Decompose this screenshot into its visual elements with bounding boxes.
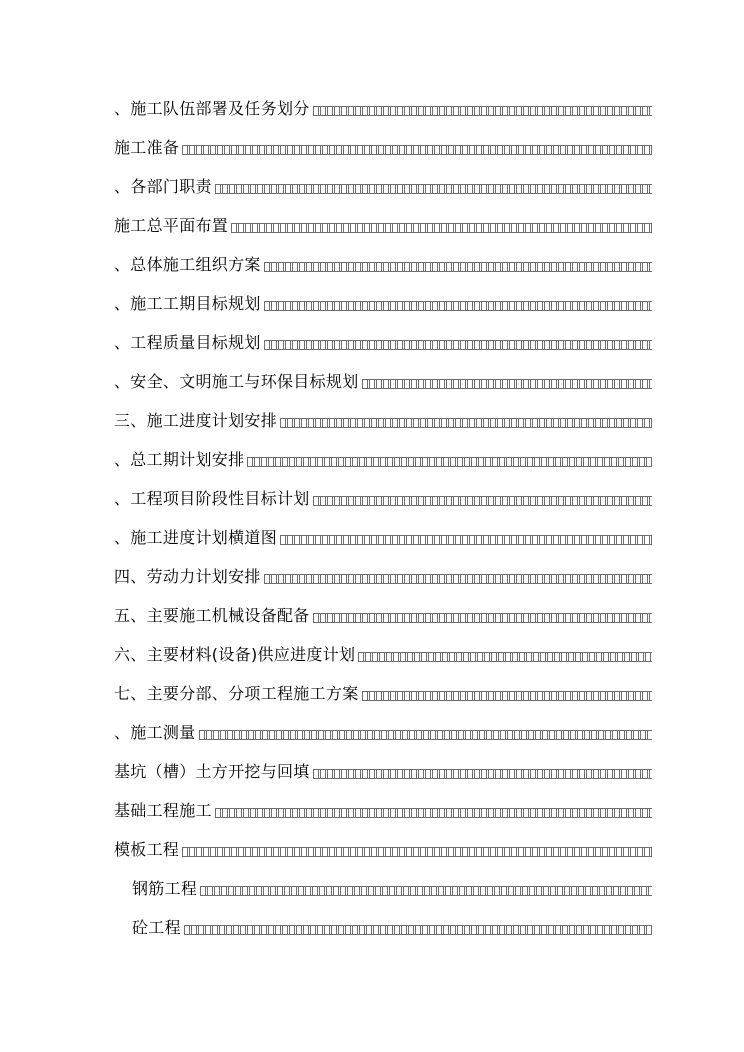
toc-entry-title: 、工程质量目标规划 <box>114 333 261 352</box>
toc-entry-title: 七、主要分部、分项工程施工方案 <box>114 684 359 703</box>
toc-entry-line <box>132 875 652 903</box>
toc-entry-title: 基础工程施工 <box>114 801 212 820</box>
toc-entry-line <box>114 641 652 669</box>
toc-entry <box>0 290 744 329</box>
toc-entry-line <box>114 524 652 552</box>
dot-leader <box>313 613 652 623</box>
toc-entry-line <box>114 368 652 396</box>
toc-entry-title: 三、施工进度计划安排 <box>114 411 278 430</box>
dot-leader <box>264 574 652 584</box>
toc-entry <box>0 680 744 719</box>
dot-leader <box>362 379 652 389</box>
dot-leader <box>280 418 652 428</box>
toc-entry <box>0 875 744 914</box>
toc-entry <box>0 758 744 797</box>
toc-entry <box>0 641 744 680</box>
toc-entry-title: 钢筋工程 <box>132 879 198 898</box>
dot-leader <box>264 301 652 311</box>
toc-entry-line <box>114 836 652 864</box>
toc-entry <box>0 563 744 602</box>
dot-leader <box>313 769 652 779</box>
dot-leader <box>247 457 652 467</box>
toc-entry-title: 、施工测量 <box>114 723 196 742</box>
toc-entry-line <box>114 758 652 786</box>
toc-entry-line <box>132 914 652 942</box>
dot-leader <box>362 691 652 701</box>
toc-entry-line <box>114 251 652 279</box>
dot-leader <box>313 496 652 506</box>
toc-entry-title: 、各部门职责 <box>114 177 212 196</box>
toc-entry-title: 、总工期计划安排 <box>114 450 245 469</box>
toc-entry-line <box>114 134 652 162</box>
toc-entry <box>0 524 744 563</box>
toc-entry-line <box>114 680 652 708</box>
dot-leader <box>200 886 652 896</box>
toc-entry <box>0 914 744 953</box>
table-of-contents <box>0 95 744 953</box>
toc-entry-line <box>114 485 652 513</box>
toc-entry <box>0 329 744 368</box>
toc-entry-title: 基坑（槽）土方开挖与回填 <box>114 762 310 781</box>
toc-entry-line <box>114 563 652 591</box>
toc-entry-line <box>114 329 652 357</box>
dot-leader <box>264 340 652 350</box>
toc-entry <box>0 212 744 251</box>
toc-entry <box>0 407 744 446</box>
dot-leader <box>264 262 652 272</box>
toc-entry-title: 、工程项目阶段性目标计划 <box>114 489 310 508</box>
toc-entry <box>0 368 744 407</box>
toc-entry-line <box>114 407 652 435</box>
toc-entry-title: 砼工程 <box>132 918 181 937</box>
toc-entry <box>0 446 744 485</box>
toc-entry <box>0 173 744 212</box>
toc-entry <box>0 797 744 836</box>
dot-leader <box>184 925 652 935</box>
toc-entry-title: 施工总平面布置 <box>114 216 229 235</box>
toc-entry-title: 六、主要材料(设备)供应进度计划 <box>114 645 356 664</box>
toc-entry-line <box>114 212 652 240</box>
dot-leader <box>215 184 652 194</box>
toc-entry-line <box>114 95 652 123</box>
toc-entry-title: 四、劳动力计划安排 <box>114 567 261 586</box>
dot-leader <box>199 730 652 740</box>
dot-leader <box>182 847 652 857</box>
toc-entry-title: 模板工程 <box>114 840 180 859</box>
toc-entry-title: 、施工进度计划横道图 <box>114 528 278 547</box>
toc-entry-line <box>114 602 652 630</box>
toc-entry-title: 、施工队伍部署及任务划分 <box>114 99 310 118</box>
toc-entry-title: 五、主要施工机械设备配备 <box>114 606 310 625</box>
toc-entry-line <box>114 446 652 474</box>
toc-entry-line <box>114 719 652 747</box>
toc-entry <box>0 251 744 290</box>
toc-entry-line <box>114 173 652 201</box>
toc-entry-title: 施工准备 <box>114 138 180 157</box>
toc-entry <box>0 602 744 641</box>
toc-entry <box>0 95 744 134</box>
toc-entry-line <box>114 797 652 825</box>
dot-leader <box>231 223 652 233</box>
dot-leader <box>215 808 652 818</box>
dot-leader <box>358 652 652 662</box>
toc-entry <box>0 134 744 173</box>
toc-entry-line <box>114 290 652 318</box>
toc-entry-title: 、施工工期目标规划 <box>114 294 261 313</box>
toc-entry <box>0 836 744 875</box>
toc-entry-title: 、安全、文明施工与环保目标规划 <box>114 372 359 391</box>
toc-entry <box>0 485 744 524</box>
toc-entry <box>0 719 744 758</box>
toc-entry-title: 、总体施工组织方案 <box>114 255 261 274</box>
dot-leader <box>313 106 652 116</box>
dot-leader <box>280 535 652 545</box>
dot-leader <box>182 145 652 155</box>
